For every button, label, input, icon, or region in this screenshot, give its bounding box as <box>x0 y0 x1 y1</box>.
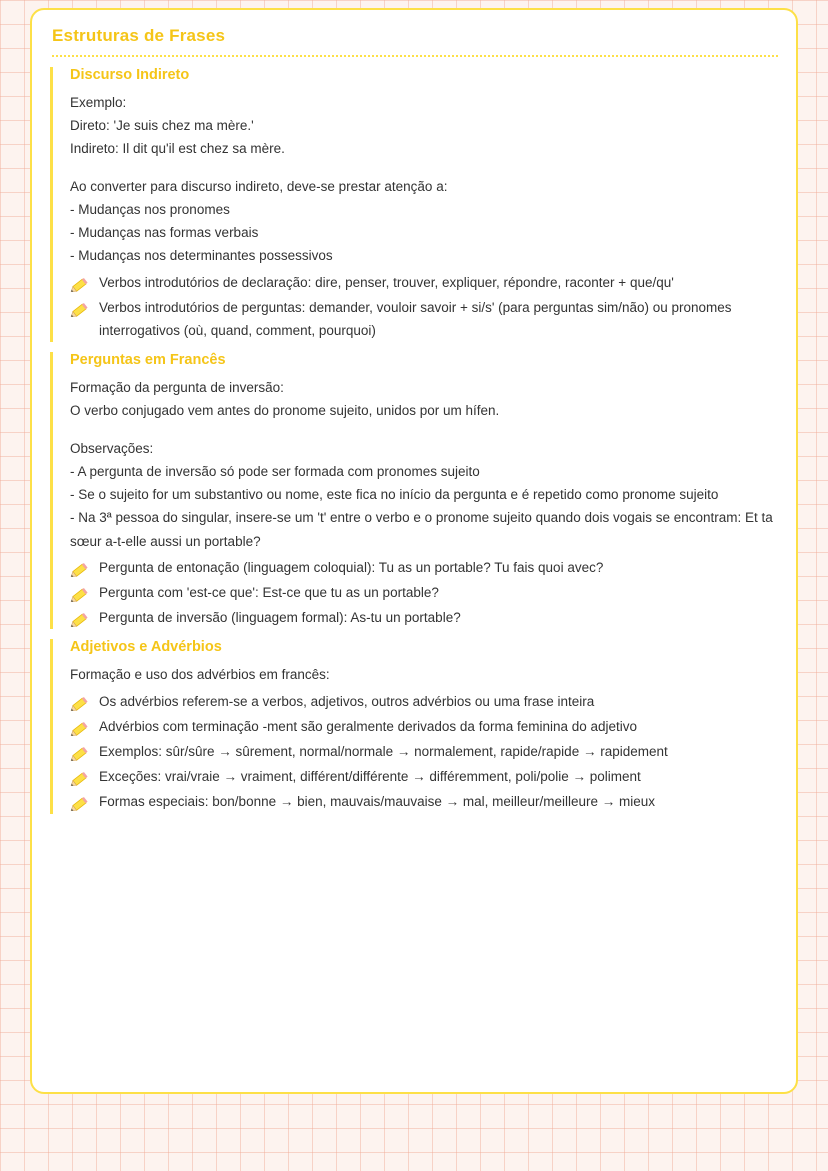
pencil-icon <box>70 693 92 713</box>
text-line: O verbo conjugado vem antes do pronome sujeito, unidos por um hífen. <box>70 403 500 419</box>
text-line: - Mudanças nos determinantes possessivos <box>70 248 333 264</box>
list-item-text: Pergunta com 'est-ce que': Est-ce que tu as un portable? <box>99 584 439 600</box>
section <box>50 67 778 342</box>
section-title: Adjetivos e Advérbios <box>70 639 222 656</box>
text-line: - Se o sujeito for um substantivo ou nome, este fica no início da pergunta e é repetido como pronome sujeito <box>70 487 719 503</box>
list-item <box>70 556 778 579</box>
bullet-list <box>70 271 778 343</box>
pencil-icon <box>70 299 92 319</box>
pencil-icon <box>70 584 92 604</box>
section-title: Discurso Indireto <box>70 67 190 83</box>
bullet-list <box>70 690 778 814</box>
list-item <box>70 765 778 788</box>
list-item-text: Formas especiais: bon/bonne → bien, mauvais/mauvaise → mal, meilleur/meilleure → mieux <box>99 794 655 810</box>
list-item <box>70 606 778 629</box>
list-item-text: Verbos introdutórios de perguntas: demander, vouloir savoir + si/s' (para perguntas sim/não) ou pronomes interrogativos (où, quand, comment, pourquoi) <box>99 299 732 338</box>
text-line: Formação e uso dos advérbios em francês: <box>70 667 330 683</box>
pencil-icon <box>70 718 92 738</box>
text-line: Direto: 'Je suis chez ma mère.' <box>70 118 254 134</box>
text-line: - A pergunta de inversão só pode ser formada com pronomes sujeito <box>70 463 480 479</box>
list-item <box>70 296 778 342</box>
list-item-text: Advérbios com terminação -ment são geralmente derivados da forma feminina do adjetivo <box>99 718 638 734</box>
pencil-icon <box>70 768 92 788</box>
list-item-text: Pergunta de entonação (linguagem coloquial): Tu as un portable? Tu fais quoi avec? <box>99 559 604 575</box>
list-item-text: Os advérbios referem-se a verbos, adjetivos, outros advérbios ou uma frase inteira <box>99 693 595 709</box>
text-line: Formação da pergunta de inversão: <box>70 380 284 396</box>
text-line: Observações: <box>70 440 154 456</box>
text-line: - Na 3ª pessoa do singular, insere-se um 't' entre o verbo e o pronome sujeito quando dois vogais se encontram: Et ta sœur a-t-elle aussi un portable? <box>70 510 773 549</box>
bullet-list <box>70 556 778 630</box>
list-item-text: Pergunta de inversão (linguagem formal): As-tu un portable? <box>99 610 461 626</box>
list-item-text: Exemplos: sûr/sûre → sûrement, normal/normale → normalement, rapide/rapide → rapidement <box>99 744 668 760</box>
list-item-text: Verbos introdutórios de declaração: dire, penser, trouver, expliquer, répondre, raconter + que/qu' <box>99 274 674 290</box>
section <box>50 639 778 813</box>
text-line: Ao converter para discurso indireto, deve-se prestar atenção a: <box>70 178 448 194</box>
pencil-icon <box>70 793 92 813</box>
paragraph-spacer <box>70 423 778 437</box>
section <box>50 352 778 629</box>
sections-container <box>50 67 778 814</box>
list-item <box>70 271 778 294</box>
text-line: Exemplo: <box>70 95 127 110</box>
section-title: Perguntas em Francês <box>70 352 226 369</box>
list-item <box>70 690 778 713</box>
page-title: Estruturas de Frases <box>52 26 778 57</box>
pencil-icon <box>70 743 92 763</box>
list-item-text: Exceções: vrai/vraie → vraiment, différent/différente → différemment, poli/polie → poliment <box>99 769 641 785</box>
text-line: - Mudanças nos pronomes <box>70 201 230 217</box>
paragraph-spacer <box>70 161 778 175</box>
pencil-icon <box>70 274 92 294</box>
text-line: - Mudanças nas formas verbais <box>70 225 259 241</box>
list-item <box>70 581 778 604</box>
text-line: Indireto: Il dit qu'il est chez sa mère. <box>70 141 285 157</box>
pencil-icon <box>70 609 92 629</box>
list-item <box>70 715 778 738</box>
note-card <box>30 8 798 1094</box>
list-item <box>70 740 778 763</box>
list-item <box>70 790 778 813</box>
pencil-icon <box>70 559 92 579</box>
